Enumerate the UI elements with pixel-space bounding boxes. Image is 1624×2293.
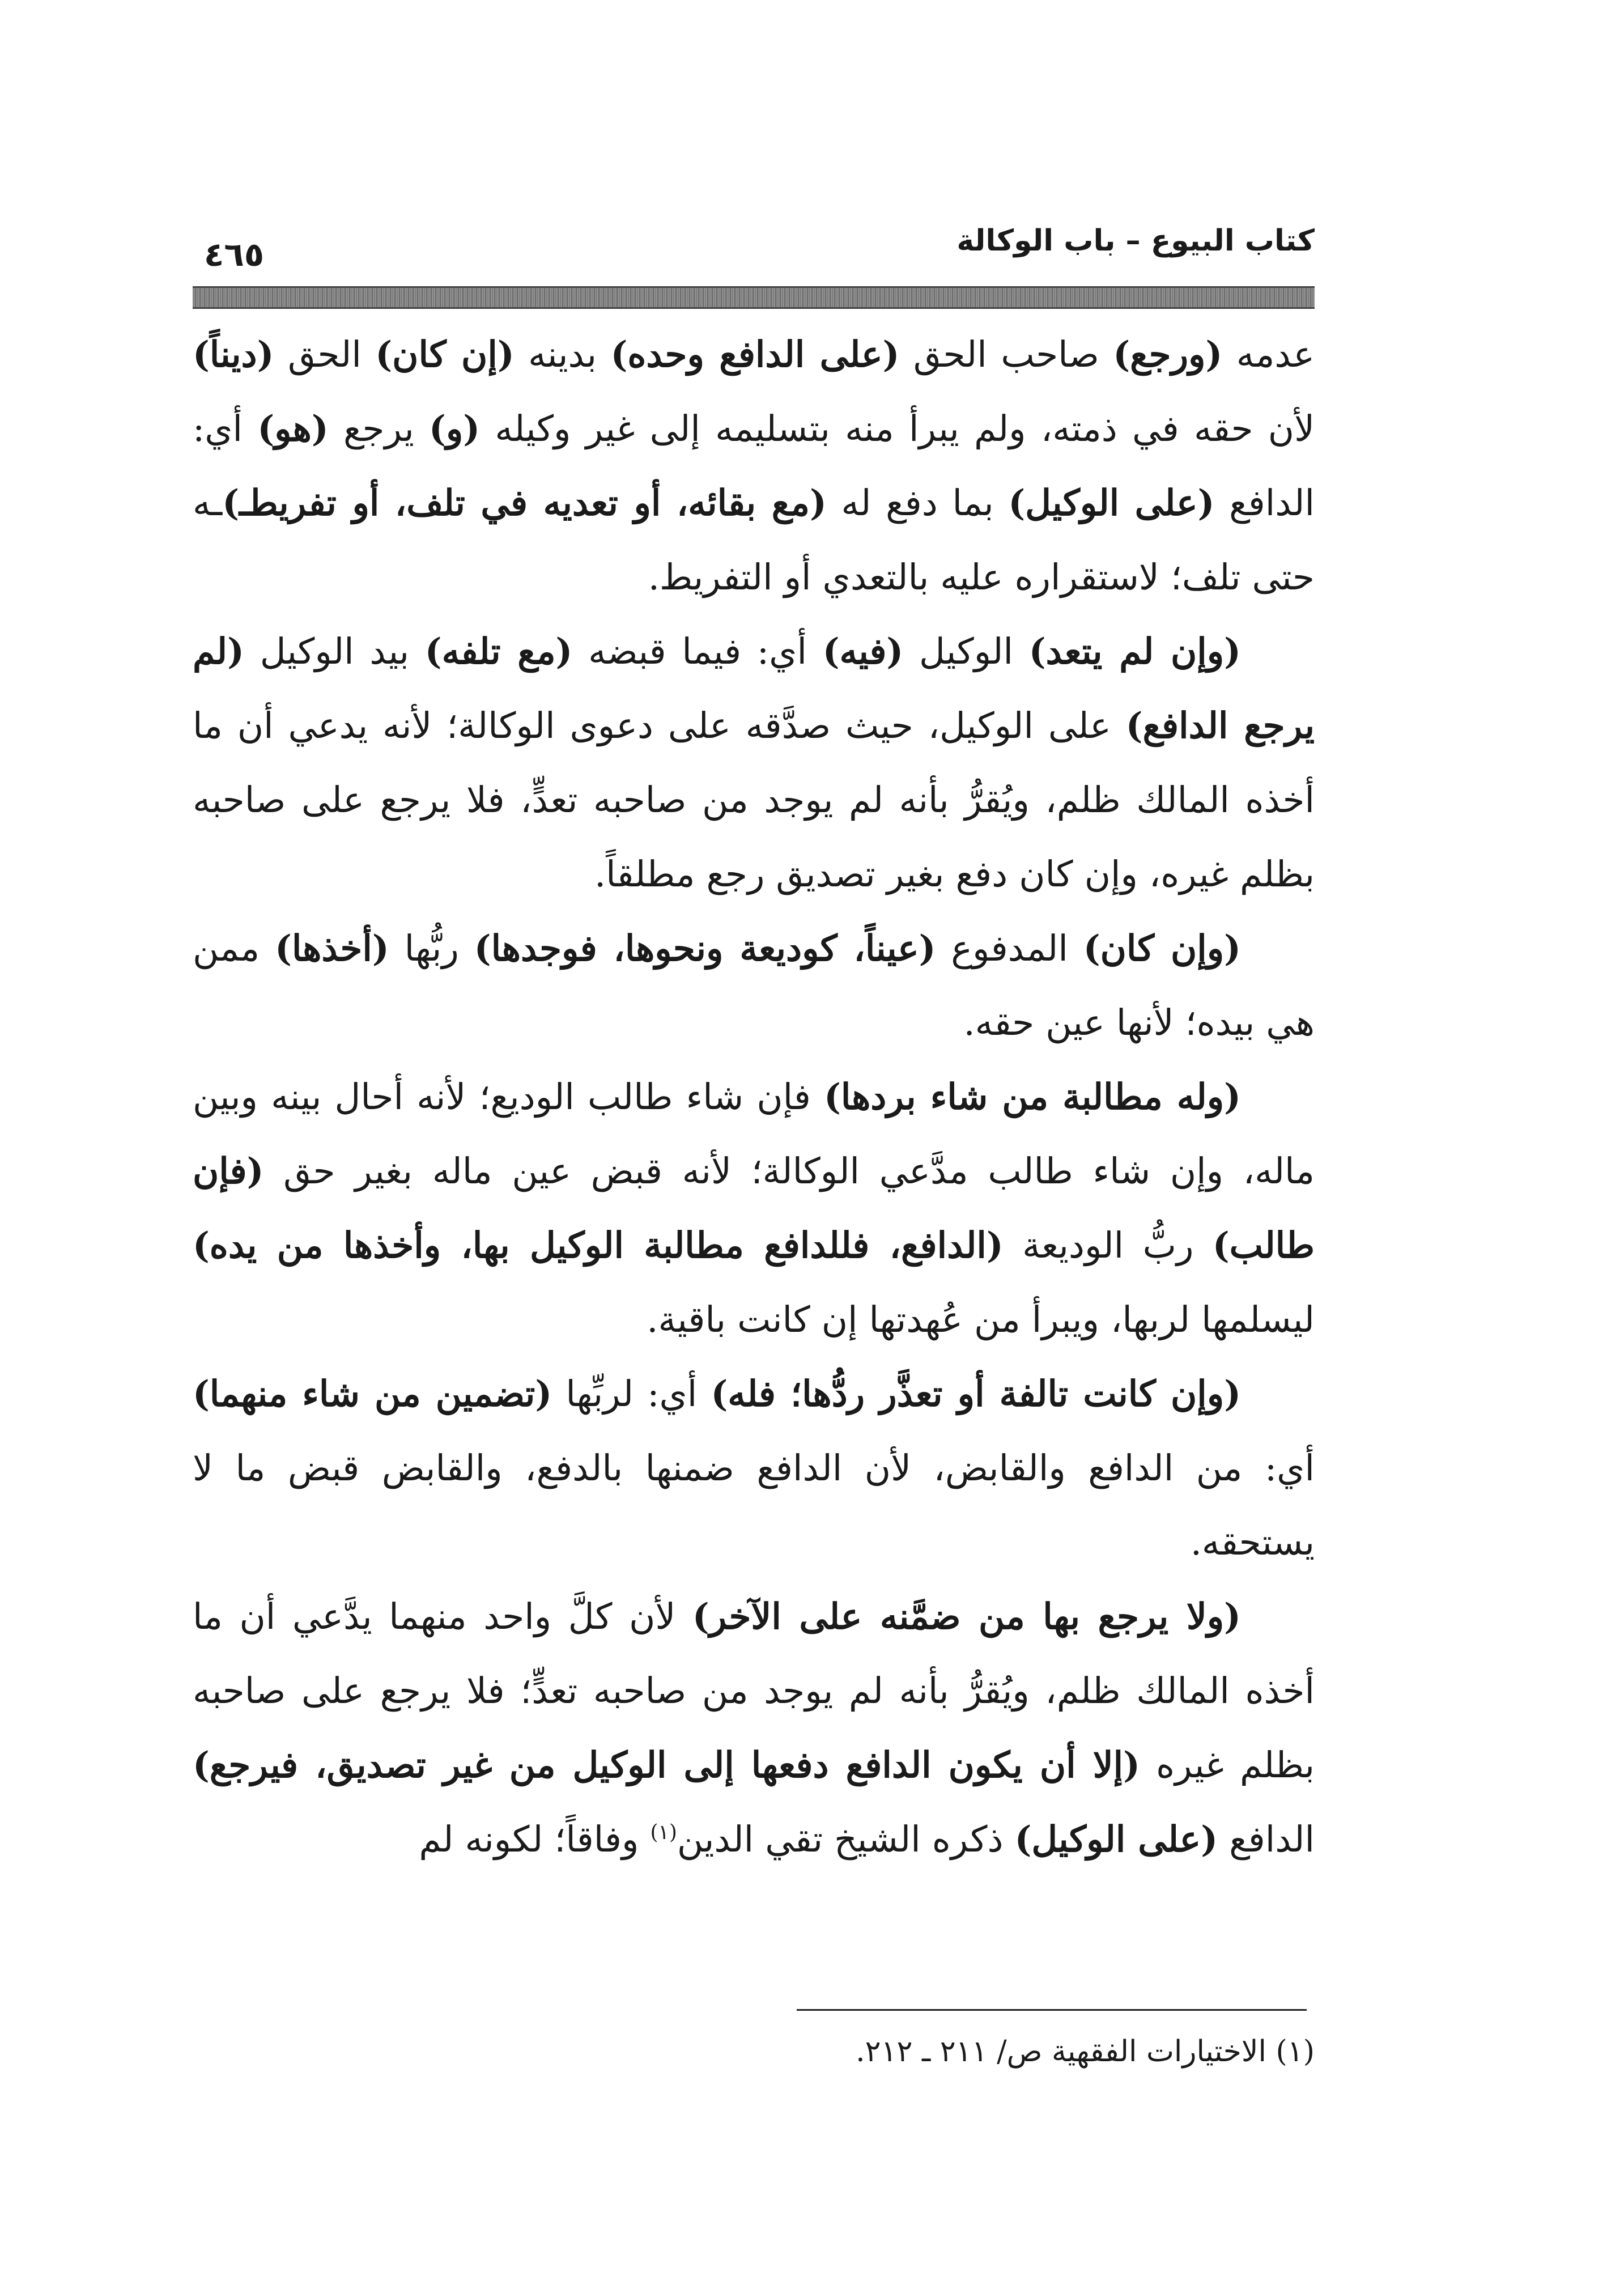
sharh-text: أي: فيما قبضه <box>572 631 823 672</box>
matn-text: (إلا أن يكون الدافع دفعها إلى الوكيل من غير تصديق، فيرجع) <box>193 1744 1140 1786</box>
sharh-text: فإن شاء طالب الوديع؛ لأنه أحال بينه وبين ماله، وإن شاء طالب مدَّعي الوكالة؛ لأنه قبض عين ماله بغير حق <box>193 1076 1315 1192</box>
matn-text: (وإن كانت تالفة أو تعذَّر ردُّها؛ فله) <box>711 1373 1241 1415</box>
footnotes <box>193 2026 1315 2077</box>
matn-text: (فيه) <box>822 630 904 672</box>
sharh-text: أي: لربِّها <box>552 1373 711 1415</box>
sharh-text: أي: الدافع <box>193 408 1315 524</box>
paragraph <box>193 1357 1315 1579</box>
sharh-text: ذكره الشيخ تقي الدين <box>677 1819 1015 1860</box>
matn-text: (و) <box>429 407 481 449</box>
paragraph <box>193 1579 1315 1876</box>
paragraph <box>193 317 1315 614</box>
running-title: كتاب البيوع – باب الوكالة <box>956 224 1315 258</box>
sharh-text: لأن حقه في ذمته، ولم يبرأ منه بتسليمه إلى غير وكيله <box>480 408 1315 449</box>
matn-text: (على الوكيل) <box>1008 482 1215 524</box>
footnote-divider <box>797 2009 1307 2011</box>
sharh-text: بما دفع له <box>826 482 1009 524</box>
paragraph <box>193 1060 1315 1357</box>
matn-text: (وإن كان) <box>1083 927 1241 969</box>
matn-text: (أخذها) <box>275 927 389 969</box>
matn-text: (على الوكيل) <box>1014 1818 1218 1860</box>
sharh-text: وفاقاً؛ لكونه لم <box>419 1819 651 1860</box>
matn-text: (فإن طالب) <box>193 1150 1315 1266</box>
sharh-text: الوكيل <box>903 631 1029 672</box>
matn-text: (وله مطالبة من شاء بردها) <box>824 1076 1241 1118</box>
page-number: ٤٦٥ <box>204 235 265 274</box>
sharh-text: بيد الوكيل <box>244 631 425 672</box>
sharh-text: ليسلمها لربها، ويبرأ من عُهدتها إن كانت باقية. <box>647 1299 1315 1340</box>
sharh-text: ـه حتى تلف؛ لاستقراره عليه بالتعدي أو التفريط. <box>193 482 1315 598</box>
footnote-item: (١) الاختيارات الفقهية ص/ ٢١١ ـ ٢١٢. <box>856 2035 1315 2069</box>
matn-text: (مع بقائه، أو تعديه في تلف، أو تفريطـ) <box>222 482 827 524</box>
sharh-text: المدفوع <box>936 928 1083 969</box>
matn-text: (إن كان) <box>375 333 515 375</box>
matn-text: (مع تلفه) <box>424 630 573 672</box>
matn-text: (تضمين من شاء منهما) <box>193 1373 552 1415</box>
sharh-text: ممن هي بيده؛ لأنها عين حقه. <box>193 928 1315 1043</box>
header-divider <box>193 286 1315 309</box>
sharh-text: على الوكيل، حيث صدَّقه على دعوى الوكالة؛ لأنه يدعي أن ما أخذه المالك ظلم، ويُقرُّ بأنه لم يوجد من صاحبه تعدٍّ، فلا يرجع على صاحبه بظلم غيره، وإن كان دفع بغير تصديق رجع مطلقاً. <box>193 705 1315 895</box>
sharh-text: الدافع <box>1218 1819 1315 1860</box>
matn-text: (ديناً) <box>193 333 274 375</box>
matn-text: (ورجع) <box>1113 333 1223 375</box>
sharh-text: بدينه <box>514 334 611 375</box>
footnote-marker[interactable]: (١) <box>650 1821 677 1844</box>
page-header <box>193 213 1315 281</box>
main-text <box>193 317 1315 1876</box>
sharh-text: ربُّ الوديعة <box>1003 1225 1213 1266</box>
sharh-text: صاحب الحق <box>899 334 1113 375</box>
matn-text: (الدافع، فللدافع مطالبة الوكيل بها، وأخذها من يده) <box>193 1224 1004 1266</box>
matn-text: (لم يرجع الدافع) <box>193 630 1315 746</box>
matn-text: (هو) <box>257 407 329 449</box>
matn-text: (عيناً، كوديعة ونحوها، فوجدها) <box>474 927 936 969</box>
sharh-text: الحق <box>274 334 376 375</box>
sharh-text: لأن كلَّ واحد منهما يدَّعي أن ما أخذه المالك ظلم، ويُقرُّ بأنه لم يوجد من صاحبه تعدٍّ؛ فلا يرجع على صاحبه بظلم غيره <box>193 1596 1315 1786</box>
matn-text: (ولا يرجع بها من ضمَّنه على الآخر) <box>692 1595 1241 1637</box>
matn-text: (وإن لم يتعد) <box>1028 630 1241 672</box>
paragraph <box>193 614 1315 911</box>
sharh-text: يرجع <box>328 408 430 449</box>
sharh-text: أي: من الدافع والقابض، لأن الدافع ضمنها بالدفع، والقابض قبض ما لا يستحقه. <box>193 1447 1315 1563</box>
paragraph <box>193 911 1315 1060</box>
sharh-text: عدمه <box>1222 334 1315 375</box>
matn-text: (على الدافع وحده) <box>610 333 900 375</box>
sharh-text: ربُّها <box>389 928 474 969</box>
